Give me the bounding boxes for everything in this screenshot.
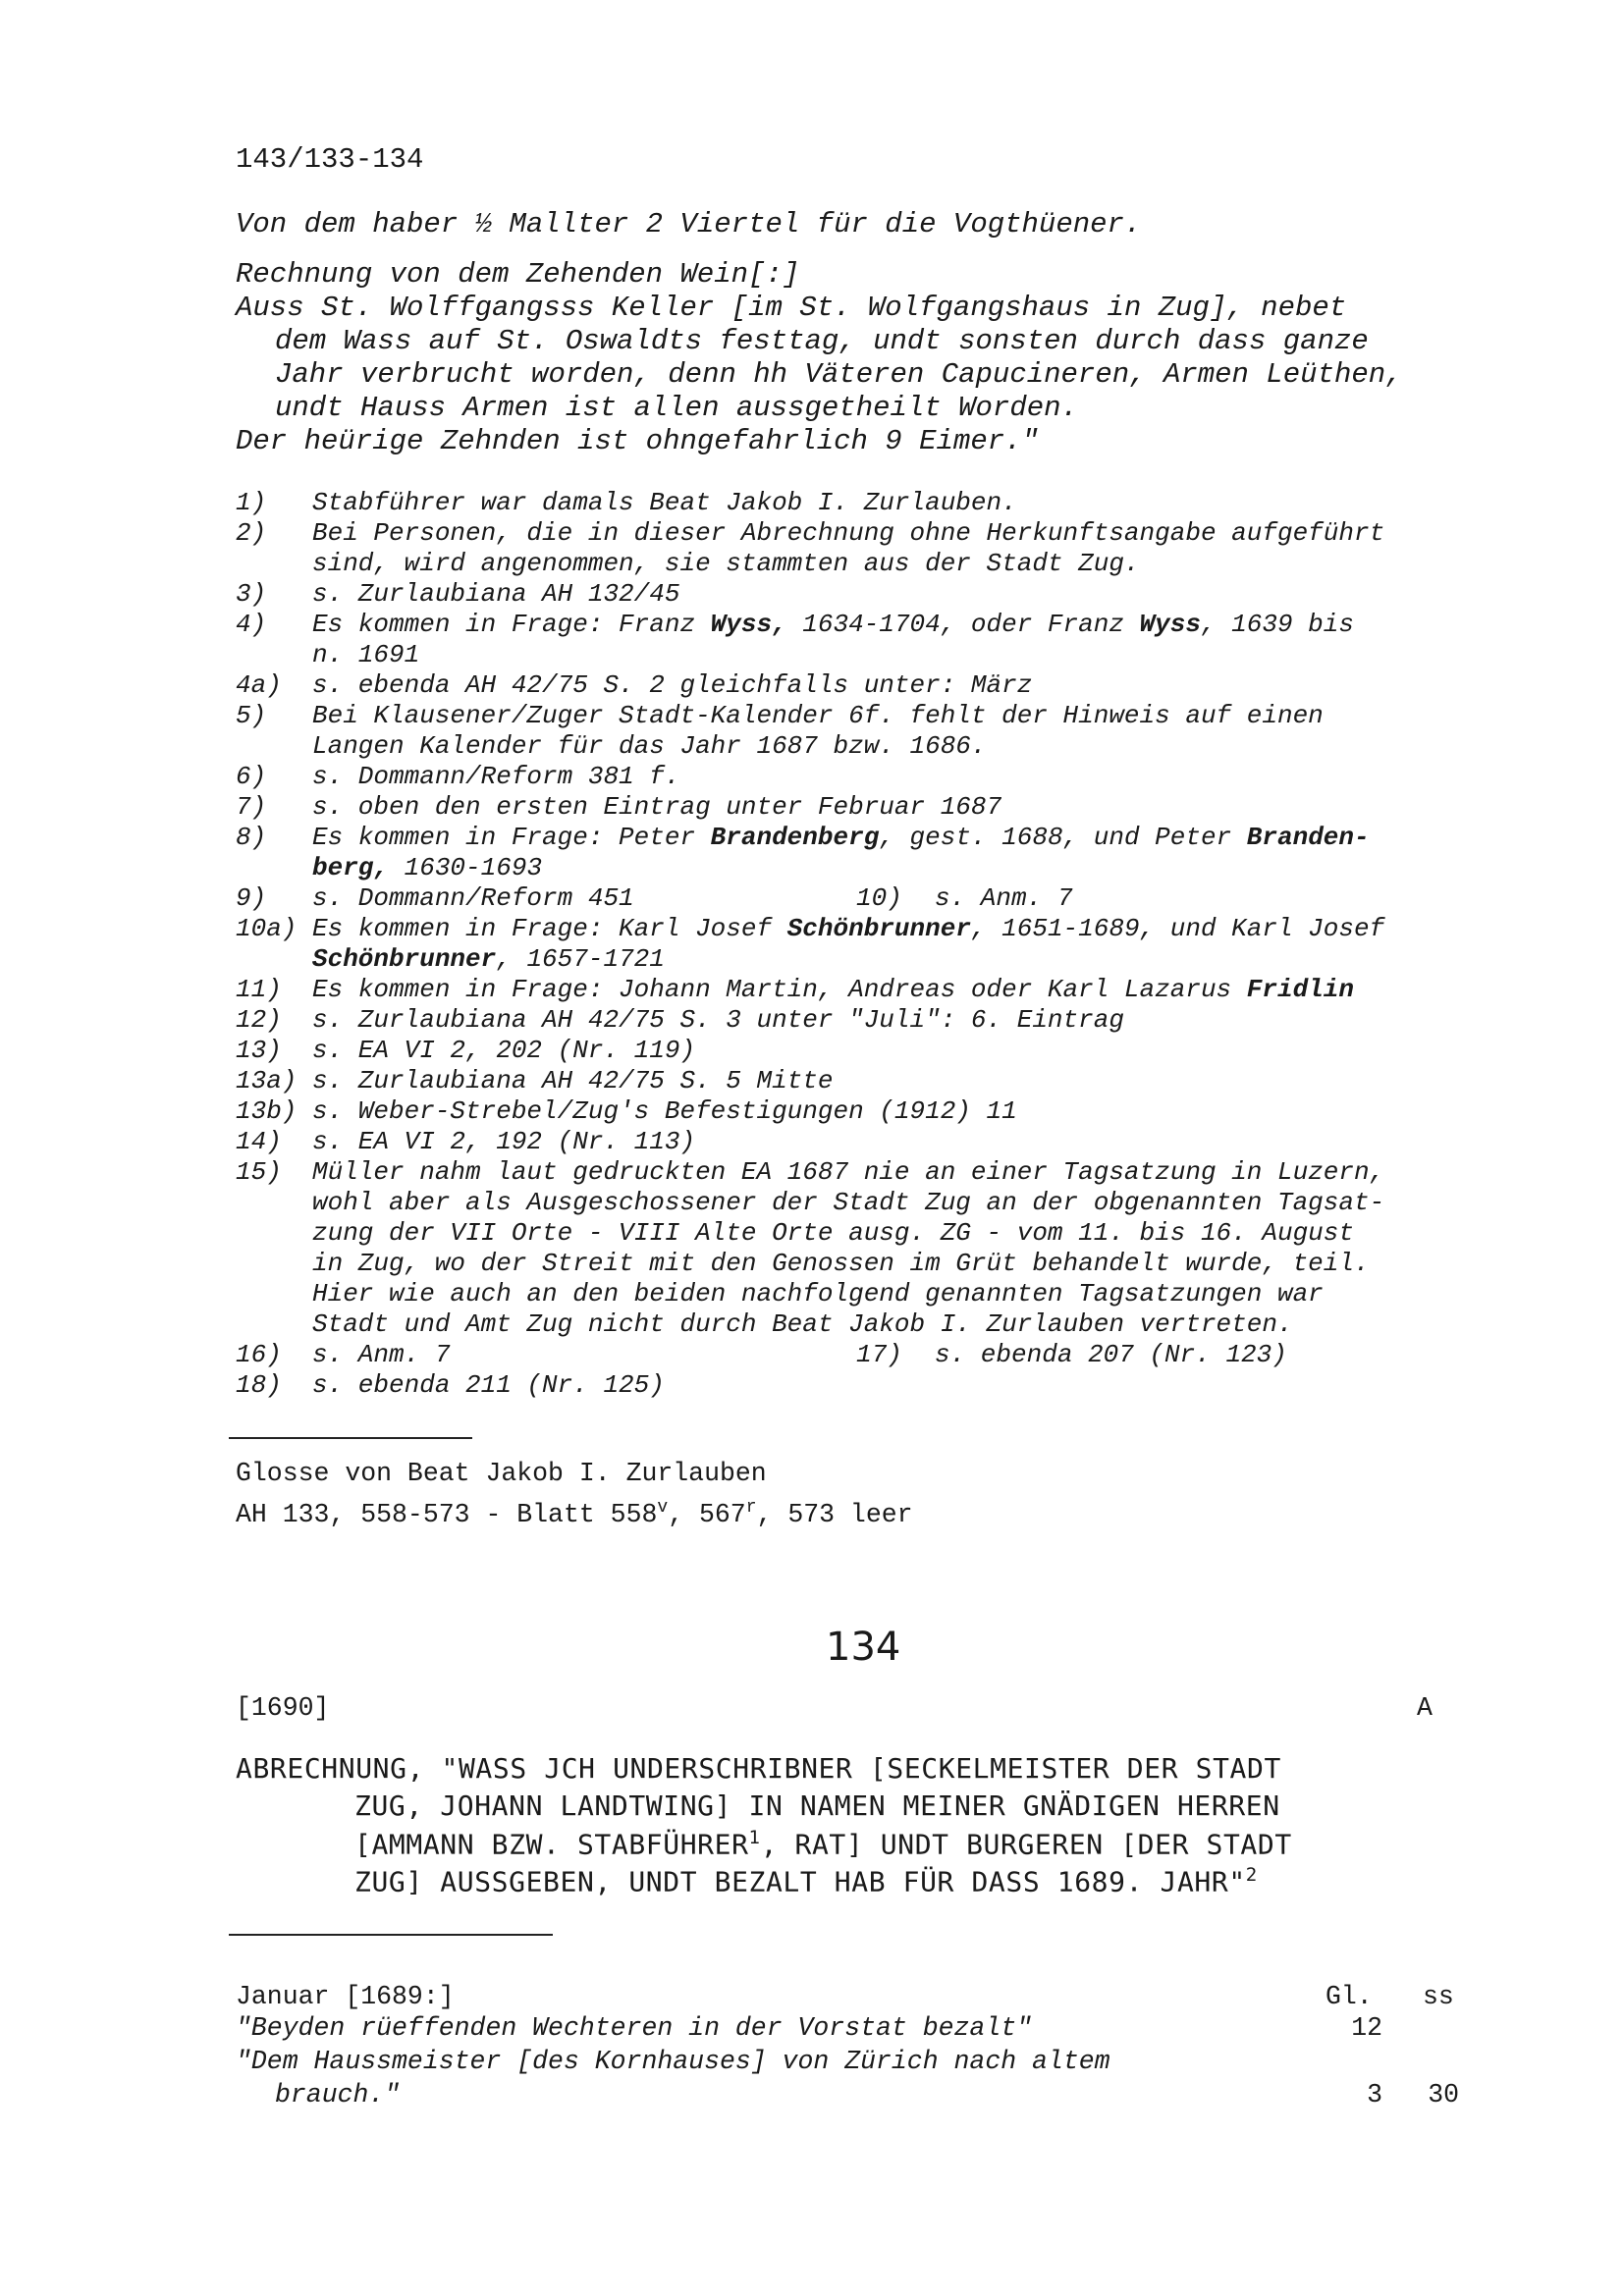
separator-rule [229, 1934, 553, 1936]
footnote-number: 12) [236, 1005, 282, 1035]
entry-letter: A [1417, 1693, 1433, 1723]
footnote-text: Es kommen in Frage: Johann Martin, Andreas oder Karl Lazarus Fridlin [312, 975, 1354, 1004]
text-line: Jahr verbrucht worden, denn hh Väteren Capucineren, Armen Leüthen, [275, 358, 1403, 391]
footnote-number: 9) [236, 883, 267, 913]
account-row-gulden: 3 [1367, 2080, 1382, 2109]
entry-title-line: [AMMANN BZW. STABFÜHRER$^1$, RAT] UNDT BURGEREN [DER STADT [354, 1827, 1292, 1861]
text-line: Von dem haber ½ Mallter 2 Viertel für die Vogthüener. [236, 208, 1142, 240]
account-row-schilling: 30 [1428, 2080, 1459, 2109]
footnote-text: Es kommen in Frage: Karl Josef Schönbrunner, 1651-1689, und Karl Josef [312, 914, 1385, 943]
entry-title-line: ABRECHNUNG, "WASS JCH UNDERSCHRIBNER [SECKELMEISTER DER STADT [236, 1752, 1281, 1785]
footnote-number: 10a) [236, 914, 298, 943]
page-reference: 143/133-134 [236, 143, 424, 176]
footnote-text: s. Anm. 7 [935, 883, 1073, 913]
footnote-text: s. Zurlaubiana AH 132/45 [312, 579, 680, 609]
footnote-text: s. Dommann/Reform 451 [312, 883, 634, 913]
account-month: Januar [1689:] [236, 1982, 455, 2011]
footnote-text: Es kommen in Frage: Peter Brandenberg, gest. 1688, und Peter Branden- [312, 823, 1370, 852]
footnote-text: s. Anm. 7 [312, 1340, 451, 1369]
footnote-text: sind, wird angenommen, sie stammten aus der Stadt Zug. [312, 549, 1140, 578]
entry-number: 134 [826, 1625, 901, 1670]
footnote-number: 1) [236, 488, 267, 517]
footnote-number: 14) [236, 1127, 282, 1156]
footnote-number: 18) [236, 1370, 282, 1400]
footnote-number: 6) [236, 762, 267, 791]
footnote-text: Langen Kalender für das Jahr 1687 bzw. 1686. [312, 731, 987, 761]
footnote-text: berg, 1630-1693 [312, 853, 543, 882]
footnote-number: 17) [856, 1340, 902, 1369]
text-line: Auss St. Wolffgangsss Keller [im St. Wolfgangshaus in Zug], nebet [236, 292, 1347, 324]
footnote-number: 4) [236, 610, 267, 639]
footnote-text: s. EA VI 2, 202 (Nr. 119) [312, 1036, 696, 1065]
gloss-title: Glosse von Beat Jakob I. Zurlauben [236, 1459, 767, 1488]
footnote-number: 11) [236, 975, 282, 1004]
text-line: dem Wass auf St. Oswaldts festtag, undt sonsten durch dass ganze [275, 325, 1369, 357]
gloss-reference: AH 133, 558-573 - Blatt 558$^v$, 567$^r$, 573 leer [236, 1498, 913, 1529]
footnote-text: Bei Personen, die in dieser Abrechnung ohne Herkunftsangabe aufgeführt [312, 518, 1385, 548]
footnote-text: s. Dommann/Reform 381 f. [312, 762, 680, 791]
account-row-text: "Dem Haussmeister [des Kornhauses] von Zürich nach altem [236, 2047, 1110, 2076]
column-header-schilling: ss [1423, 1982, 1454, 2011]
footnote-text: Stadt und Amt Zug nicht durch Beat Jakob I. Zurlauben vertreten. [312, 1309, 1293, 1339]
footnote-text: Hier wie auch an den beiden nachfolgend genannten Tagsatzungen war [312, 1279, 1324, 1308]
footnote-number: 13) [236, 1036, 282, 1065]
footnote-text: s. Zurlaubiana AH 42/75 S. 3 unter "Juli": 6. Eintrag [312, 1005, 1124, 1035]
account-row-text: "Beyden rüeffenden Wechteren in der Vorstat bezalt" [236, 2013, 1033, 2043]
footnote-number: 4a) [236, 670, 282, 700]
footnote-text: s. ebenda AH 42/75 S. 2 gleichfalls unter: März [312, 670, 1033, 700]
text-line: Der heürige Zehnden ist ohngefahrlich 9 Eimer." [236, 425, 1039, 457]
footnote-number: 13b) [236, 1096, 298, 1126]
footnote-text: Schönbrunner, 1657-1721 [312, 944, 665, 974]
entry-title-line: ZUG, JOHANN LANDTWING] IN NAMEN MEINER GNÄDIGEN HERREN [354, 1789, 1280, 1822]
footnote-number: 10) [856, 883, 902, 913]
footnote-text: s. oben den ersten Eintrag unter Februar 1687 [312, 792, 1002, 822]
footnote-number: 13a) [236, 1066, 298, 1095]
footnote-text: s. EA VI 2, 192 (Nr. 113) [312, 1127, 696, 1156]
footnote-number: 3) [236, 579, 267, 609]
footnote-number: 8) [236, 823, 267, 852]
footnote-text: zung der VII Orte - VIII Alte Orte ausg. ZG - vom 11. bis 16. August [312, 1218, 1354, 1248]
footnote-number: 2) [236, 518, 267, 548]
account-row-gulden: 12 [1351, 2013, 1382, 2043]
footnote-text: Bei Klausener/Zuger Stadt-Kalender 6f. fehlt der Hinweis auf einen [312, 701, 1324, 730]
separator-rule [229, 1437, 472, 1439]
footnote-text: Es kommen in Frage: Franz Wyss, 1634-1704, oder Franz Wyss, 1639 bis [312, 610, 1354, 639]
account-row-text: brauch." [275, 2080, 401, 2109]
column-header-gulden: Gl. [1325, 1982, 1373, 2011]
footnote-text: s. Zurlaubiana AH 42/75 S. 5 Mitte [312, 1066, 834, 1095]
text-line: undt Hauss Armen ist allen aussgetheilt Worden. [275, 392, 1078, 424]
footnote-text: Müller nahm laut gedruckten EA 1687 nie an einer Tagsatzung in Luzern, [312, 1157, 1385, 1187]
footnote-text: wohl aber als Ausgeschossener der Stadt Zug an der obgenannten Tagsat- [312, 1188, 1385, 1217]
footnote-text: s. ebenda 207 (Nr. 123) [935, 1340, 1287, 1369]
footnote-number: 7) [236, 792, 267, 822]
footnote-text: s. ebenda 211 (Nr. 125) [312, 1370, 665, 1400]
entry-title-line: ZUG] AUSSGEBEN, UNDT BEZALT HAB FÜR DASS 1689. JAHR"$^2$ [354, 1864, 1258, 1898]
footnote-text: in Zug, wo der Streit mit den Genossen im Grüt behandelt wurde, teil. [312, 1249, 1370, 1278]
entry-year: [1690] [236, 1693, 330, 1723]
text-line: Rechnung von dem Zehenden Wein[:] [236, 258, 800, 291]
footnote-number: 16) [236, 1340, 282, 1369]
footnote-text: s. Weber-Strebel/Zug's Befestigungen (1912) 11 [312, 1096, 1017, 1126]
footnote-number: 15) [236, 1157, 282, 1187]
footnote-text: Stabführer war damals Beat Jakob I. Zurlauben. [312, 488, 1017, 517]
footnote-number: 5) [236, 701, 267, 730]
footnote-text: n. 1691 [312, 640, 420, 669]
